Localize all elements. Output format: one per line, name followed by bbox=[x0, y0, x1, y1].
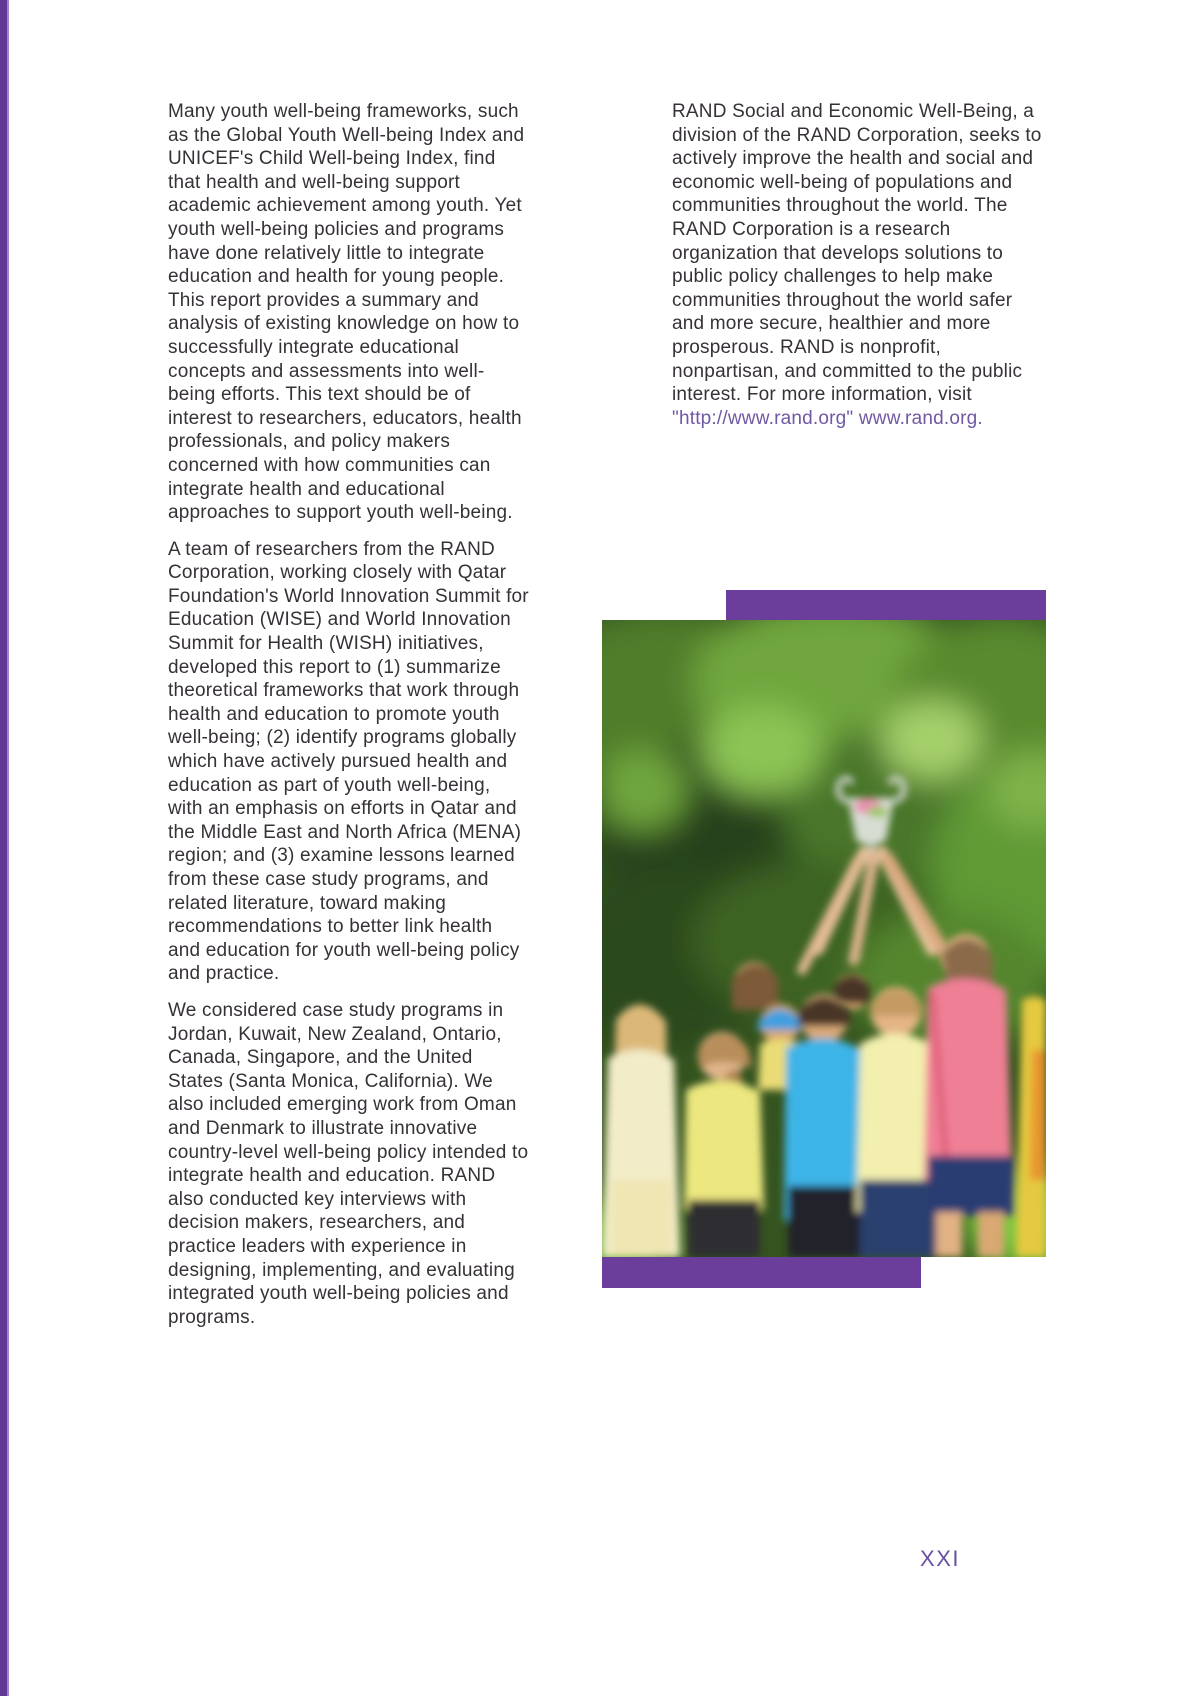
body-paragraph bbox=[672, 100, 1044, 430]
children-photo-illustration bbox=[602, 620, 1046, 1257]
children-photo bbox=[602, 620, 1046, 1257]
left-text-column bbox=[168, 100, 530, 1342]
body-paragraph: We considered case study programs in Jordan, Kuwait, New Zealand, Ontario, Canada, Singapore, and the United States (Santa Monica, California). We also included emerging work from Oman and Denmark to illustrate innovative country-level well-being policy intended to integrate health and education. RAND also conducted key interviews with decision makers, researchers, and practice leaders with experience in designing, implementing, and evaluating integrated youth well-being policies and programs. bbox=[168, 999, 529, 1328]
rand-url-link[interactable]: "http://www.rand.org" www.rand.org. bbox=[672, 407, 983, 429]
photo-bottom-accent-bar bbox=[602, 1257, 921, 1288]
body-paragraph: Many youth well-being frameworks, such as the Global Youth Well-being Index and UNICEF's Child Well-being Index, find that health and well-being support academic achievement among youth. Yet youth well-being policies and programs have done relatively little to integrate education and health for young people. This report provides a summary and analysis of existing knowledge on how to successfully integrate educational concepts and assessments into well-being efforts. This text should be of interest to researchers, educators, health professionals, and policy makers concerned with how communities can integrate health and educational approaches to support youth well-being. bbox=[168, 101, 525, 524]
right-text-column bbox=[672, 100, 1044, 443]
rand-description-text: RAND Social and Economic Well-Being, a division of the RAND Corporation, seeks to actively improve the health and social and economic well-being of populations and communities throughout the world. The RAND Corporation is a research organization that develops solutions to public policy challenges to help make communities throughout the world safer and more secure, healthier and more prosperous. RAND is nonprofit, nonpartisan, and committed to the public interest. For more information, visit bbox=[672, 101, 1042, 406]
photo-top-accent-bar bbox=[726, 590, 1046, 620]
left-accent-bar-highlight bbox=[7, 0, 9, 1696]
left-accent-bar bbox=[0, 0, 7, 1696]
body-paragraph: A team of researchers from the RAND Corporation, working closely with Qatar Foundation's World Innovation Summit for Education (WISE) and World Innovation Summit for Health (WISH) initiatives, developed this report to (1) summarize theoretical frameworks that work through health and education to promote youth well-being; (2) identify programs globally which have actively pursued health and education as part of youth well-being, with an emphasis on efforts in Qatar and the Middle East and North Africa (MENA) region; and (3) examine lessons learned from these case study programs, and related literature, toward making recommendations to better link health and education for youth well-being policy and practice. bbox=[168, 538, 529, 985]
page-number: XXI bbox=[920, 1546, 960, 1571]
